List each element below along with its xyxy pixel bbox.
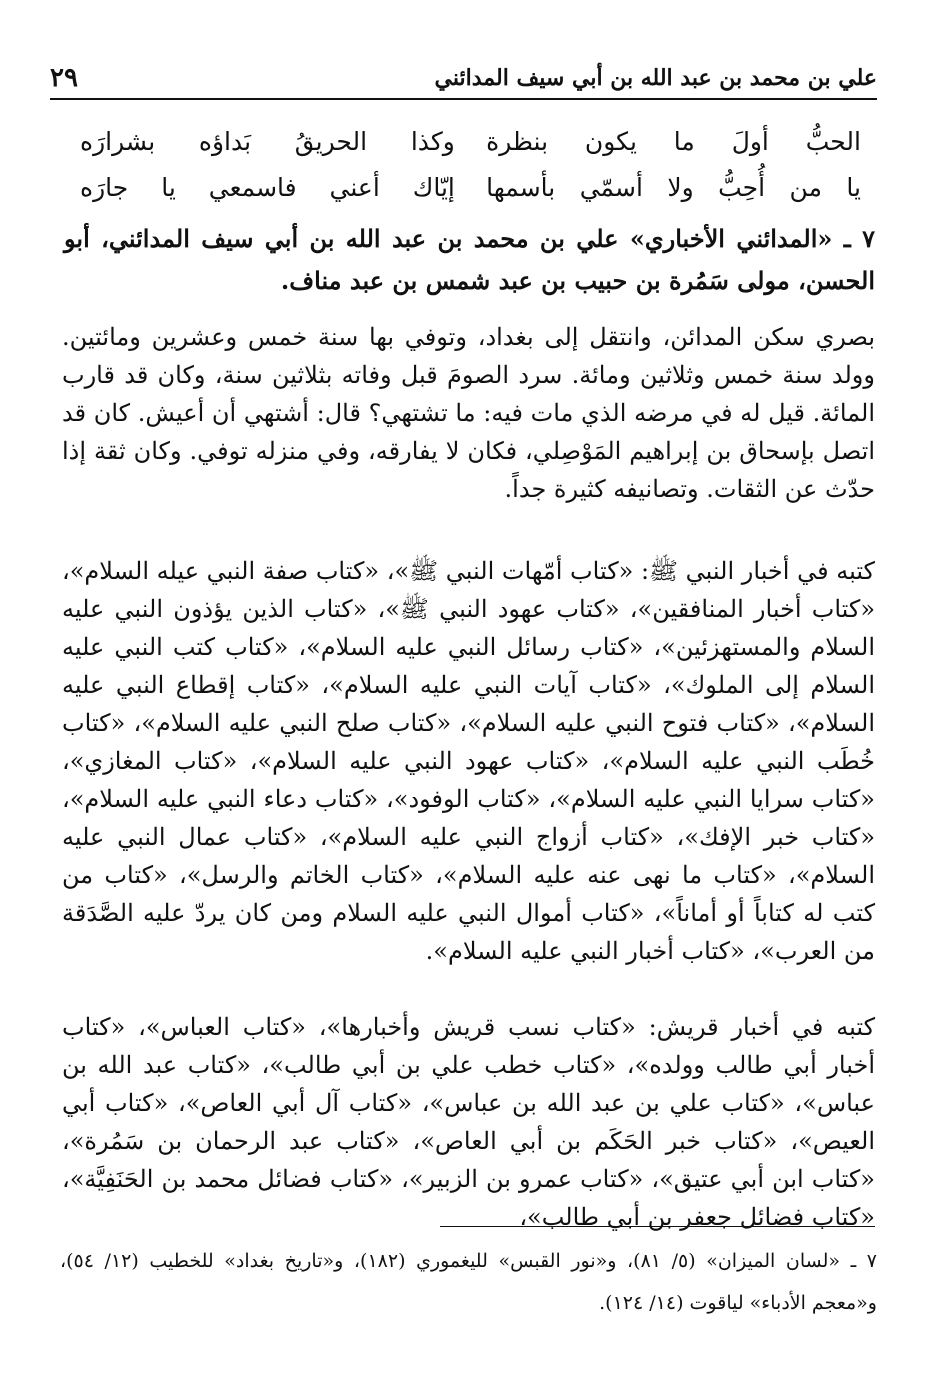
biography-paragraph: بصري سكن المدائن، وانتقل إلى بغداد، وتوفي بها سنة خمس وعشرين ومائتين. وولد سنة خمس وثلاثين ومائة. سرد الصومَ قبل وفاته بثلاثين سنة، وكان قد قارب المائة. قيل له في مرضه الذي مات فيه: ما تشتهي؟ قال: أشتهي أن أعيش. كان قد اتصل بإسحاق بن إبراهيم المَوْصِلي، فكان لا يفارقه، وفي منزله توفي. وكان ثقة إذا حدّث عن الثقات. وتصانيفه كثيرة جداً.	[62, 323, 876, 503]
poem-hemistich-left: وكذا الحريقُ بَداؤه بشرارَه	[80, 126, 455, 156]
poem-hemistich-right: الحبُّ أولَ ما يكون بنظرة	[486, 126, 861, 156]
footnote-divider	[440, 1226, 875, 1227]
page-number: ٢٩	[50, 63, 78, 93]
books-on-prophet-paragraph: كتبه في أخبار النبي ﷺ: «كتاب أمّهات النبي ﷺ»، «كتاب صفة النبي عيله السلام»، «كتاب أخبار المنافقين»، «كتاب عهود النبي ﷺ»، «كتاب الذين يؤذون النبي عليه السلام والمستهزئين»، «كتاب رسائل النبي عليه السلام»، «كتاب كتب النبي عليه السلام إلى الملوك»، «كتاب آيات النبي عليه السلام»، «كتاب إقطاع النبي عليه السلام»، «كتاب فتوح النبي عليه السلام»، «كتاب صلح النبي عليه السلام»، «كتاب خُطَب النبي عليه السلام»، «كتاب عهود النبي عليه السلام»، «كتاب المغازي»، «كتاب سرايا النبي عليه السلام»، «كتاب الوفود»، «كتاب دعاء النبي عليه السلام»، «كتاب خبر الإفك»، «كتاب أزواج النبي عليه السلام»، «كتاب عمال النبي عليه السلام»، «كتاب ما نهى عنه عليه السلام»، «كتاب الخاتم والرسل»، «كتاب من كتب له كتاباً أو أماناً»، «كتاب أموال النبي عليه السلام ومن كان يردّ عليه الصَّدَقة من العرب»، «كتاب أخبار النبي عليه السلام».	[62, 557, 876, 965]
poem-hemistich-right: يا من أُحِبُّ ولا أسمّي بأسمها	[486, 172, 861, 202]
running-title: علي بن محمد بن عبد الله بن أبي سيف المدائني	[434, 65, 877, 91]
poem-hemistich-left: إيّاك أعني فاسمعي يا جارَه	[80, 172, 455, 202]
poem-line	[80, 118, 861, 164]
entry-heading: ٧ ـ «المدائني الأخباري» علي بن محمد بن عبد الله بن أبي سيف المدائني، أبو الحسن، مولى سَمُرة بن حبيب بن عبد شمس بن عبد مناف.	[64, 224, 875, 295]
footnote: ٧ ـ «لسان الميزان» (٥/ ٨١)، و«نور القبس» لليغموري (١٨٢)، و«تاريخ بغداد» للخطيب (١٢/ ٥٤)، و«معجم الأدباء» لياقوت (١٤/ ١٢٤).	[60, 1250, 877, 1314]
poem	[80, 118, 861, 210]
running-header	[50, 58, 877, 100]
books-on-quraysh-paragraph: كتبه في أخبار قريش: «كتاب نسب قريش وأخبارها»، «كتاب العباس»، «كتاب أخبار أبي طالب وولده»، «كتاب خطب علي بن أبي طالب»، «كتاب عبد الله بن عباس»، «كتاب علي بن عبد الله بن عباس»، «كتاب آل أبي العاص»، «كتاب أبي العيص»، «كتاب خبر الحَكَم بن أبي العاص»، «كتاب عبد الرحمان بن سَمُرة»، «كتاب ابن أبي عتيق»، «كتاب عمرو بن الزبير»، «كتاب فضائل محمد بن الحَنَفِيَّة»، «كتاب فضائل جعفر بن أبي طالب»،	[62, 1013, 875, 1231]
poem-line	[80, 164, 861, 210]
